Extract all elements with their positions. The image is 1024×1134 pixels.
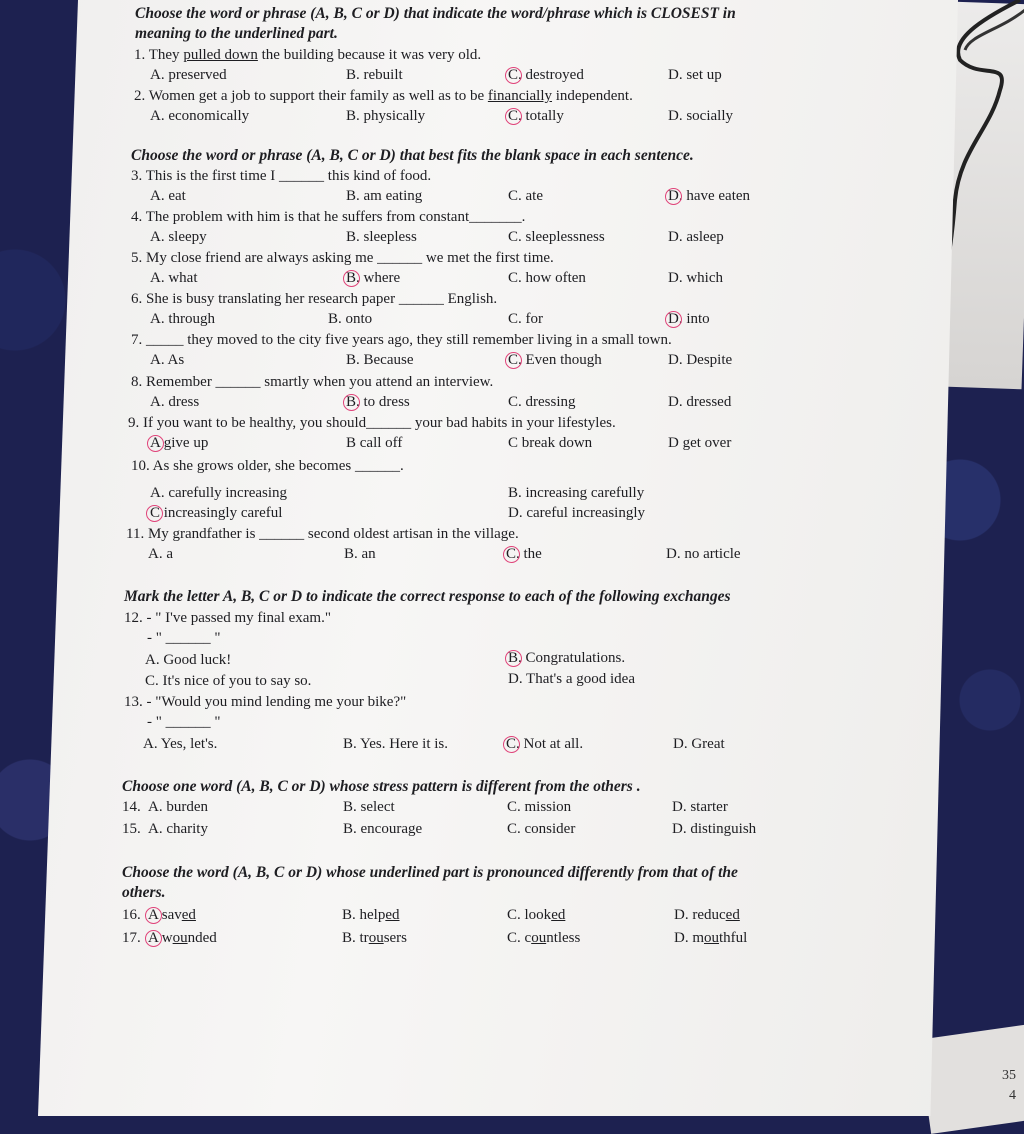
answer-option: C. totally: [508, 108, 564, 124]
answer-option: D get over: [668, 435, 732, 451]
question-number: 16.: [122, 907, 141, 923]
answer-option: D. mouthful: [674, 930, 748, 946]
answer-option: D. have eaten: [668, 188, 751, 204]
answer-option: D. no article: [666, 546, 741, 562]
answer-circle: [665, 311, 682, 328]
question-stem: 8. Remember ______ smartly when you attend an interview.: [131, 374, 494, 390]
question-stem: 6. She is busy translating her research paper ______ English.: [131, 291, 498, 307]
answer-option: D. That's a good idea: [508, 671, 635, 687]
answer-option: C. sleeplessness: [508, 229, 605, 245]
answer-option: A. As: [150, 352, 185, 368]
answer-circle: [665, 188, 682, 205]
answer-option: D. reduced: [674, 907, 740, 923]
answer-option: B. an: [344, 546, 376, 562]
question-stem: 9. If you want to be healthy, you should______ your bad habits in your lifestyles.: [128, 415, 616, 431]
answer-option: D. careful increasingly: [508, 505, 646, 521]
question-stem: 10. As she grows older, she becomes ______.: [131, 458, 404, 474]
answer-circle: [343, 394, 360, 411]
answer-option: A. economically: [150, 108, 250, 124]
answer-option: B. onto: [328, 311, 373, 327]
answer-option: A. eat: [150, 188, 186, 204]
section-heading: Mark the letter A, B, C or D to indicate the correct response to each of the following exchanges: [124, 588, 731, 605]
section-heading: Choose the word or phrase (A, B, C or D) that best fits the blank space in each sentence.: [131, 147, 694, 164]
corner-page-number: 35 4: [1002, 1068, 1016, 1103]
answer-option: B call off: [346, 435, 403, 451]
question-number: 14.: [122, 799, 141, 815]
answer-option: A. a: [148, 546, 173, 562]
answer-option: B. sleepless: [346, 229, 417, 245]
answer-circle: [145, 930, 162, 947]
answer-option: B. select: [343, 799, 395, 815]
answer-circle: [503, 736, 520, 753]
answer-option: A. carefully increasing: [150, 485, 288, 501]
answer-option: D. distinguish: [672, 821, 757, 837]
section-heading: Choose one word (A, B, C or D) whose stress pattern is different from the others .: [122, 778, 641, 795]
answer-circle: [343, 270, 360, 287]
question-stem: 5. My close friend are always asking me ______ we met the first time.: [131, 250, 554, 266]
section-heading: others.: [122, 884, 166, 901]
answer-option: B. trousers: [342, 930, 408, 946]
answer-option: D. asleep: [668, 229, 724, 245]
answer-option: A saved: [148, 907, 196, 923]
answer-option: B. physically: [346, 108, 426, 124]
answer-option: C. the: [506, 546, 542, 562]
answer-circle: [505, 352, 522, 369]
answer-option: C increasingly careful: [150, 505, 283, 521]
answer-option: A. sleepy: [150, 229, 207, 245]
answer-option: B. rebuilt: [346, 67, 403, 83]
section-heading: Choose the word or phrase (A, B, C or D) that indicate the word/phrase which is CLOSEST in: [135, 5, 736, 22]
answer-option: D. into: [668, 311, 710, 327]
answer-option: A. through: [150, 311, 215, 327]
answer-option: C break down: [508, 435, 593, 451]
answer-option: D. Despite: [668, 352, 733, 368]
answer-circle: [146, 505, 163, 522]
answer-option: C. destroyed: [508, 67, 584, 83]
answer-option: B. increasing carefully: [508, 485, 645, 501]
answer-option: D. Great: [673, 736, 725, 752]
answer-option: A give up: [150, 435, 209, 451]
answer-option: A. Good luck!: [145, 652, 232, 668]
answer-option: C. ate: [508, 188, 543, 204]
answer-option: B. where: [346, 270, 401, 286]
question-stem: 4. The problem with him is that he suffers from constant_______.: [131, 209, 526, 225]
question-stem: 11. My grandfather is ______ second oldest artisan in the village.: [126, 526, 519, 542]
question-stem: 13. - "Would you mind lending me your bike?": [124, 694, 407, 710]
answer-option: A. burden: [148, 799, 208, 815]
answer-option: B. Because: [346, 352, 414, 368]
answer-option: C. dressing: [508, 394, 576, 410]
answer-option: B. to dress: [346, 394, 410, 410]
question-stem: 2. Women get a job to support their family as well as to be financially independent.: [134, 88, 633, 104]
answer-option: C. Not at all.: [506, 736, 584, 752]
question-stem: 1. They pulled down the building because it was very old.: [134, 47, 482, 63]
answer-option: C. Even though: [508, 352, 602, 368]
answer-circle: [505, 650, 522, 667]
answer-option: A. preserved: [150, 67, 227, 83]
question-number: 17.: [122, 930, 141, 946]
question-stem: 12. - " I've passed my final exam.": [124, 610, 331, 626]
answer-option: D. socially: [668, 108, 733, 124]
question-stem: 3. This is the first time I ______ this kind of food.: [131, 168, 432, 184]
answer-blank: - " ______ ": [147, 630, 221, 646]
answer-circle: [145, 907, 162, 924]
answer-option: C. for: [508, 311, 543, 327]
section-heading: meaning to the underlined part.: [135, 25, 338, 42]
answer-option: C. countless: [507, 930, 581, 946]
answer-option: C. looked: [507, 907, 566, 923]
question-stem: 7. _____ they moved to the city five years ago, they still remember living in a small town.: [131, 332, 672, 348]
answer-option: D. which: [668, 270, 723, 286]
answer-option: D. set up: [668, 67, 722, 83]
answer-option: A. charity: [148, 821, 208, 837]
answer-option: C. It's nice of you to say so.: [145, 673, 312, 689]
answer-option: B. Yes. Here it is.: [343, 736, 449, 752]
answer-option: D. dressed: [668, 394, 732, 410]
answer-blank: - " ______ ": [147, 714, 221, 730]
answer-option: B. Congratulations.: [508, 650, 626, 666]
answer-circle: [503, 546, 520, 563]
answer-option: B. am eating: [346, 188, 423, 204]
answer-circle: [505, 67, 522, 84]
answer-option: C. how often: [508, 270, 586, 286]
answer-option: B. encourage: [343, 821, 423, 837]
answer-option: D. starter: [672, 799, 728, 815]
answer-option: A. what: [150, 270, 198, 286]
question-number: 15.: [122, 821, 141, 837]
answer-option: B. helped: [342, 907, 400, 923]
answer-option: C. consider: [507, 821, 576, 837]
section-heading: Choose the word (A, B, C or D) whose underlined part is pronounced differently from that of the: [122, 864, 738, 881]
answer-circle: [505, 108, 522, 125]
answer-circle: [147, 435, 164, 452]
answer-option: A wounded: [148, 930, 217, 946]
answer-option: A. dress: [150, 394, 200, 410]
answer-option: A. Yes, let's.: [143, 736, 218, 752]
answer-option: C. mission: [507, 799, 572, 815]
